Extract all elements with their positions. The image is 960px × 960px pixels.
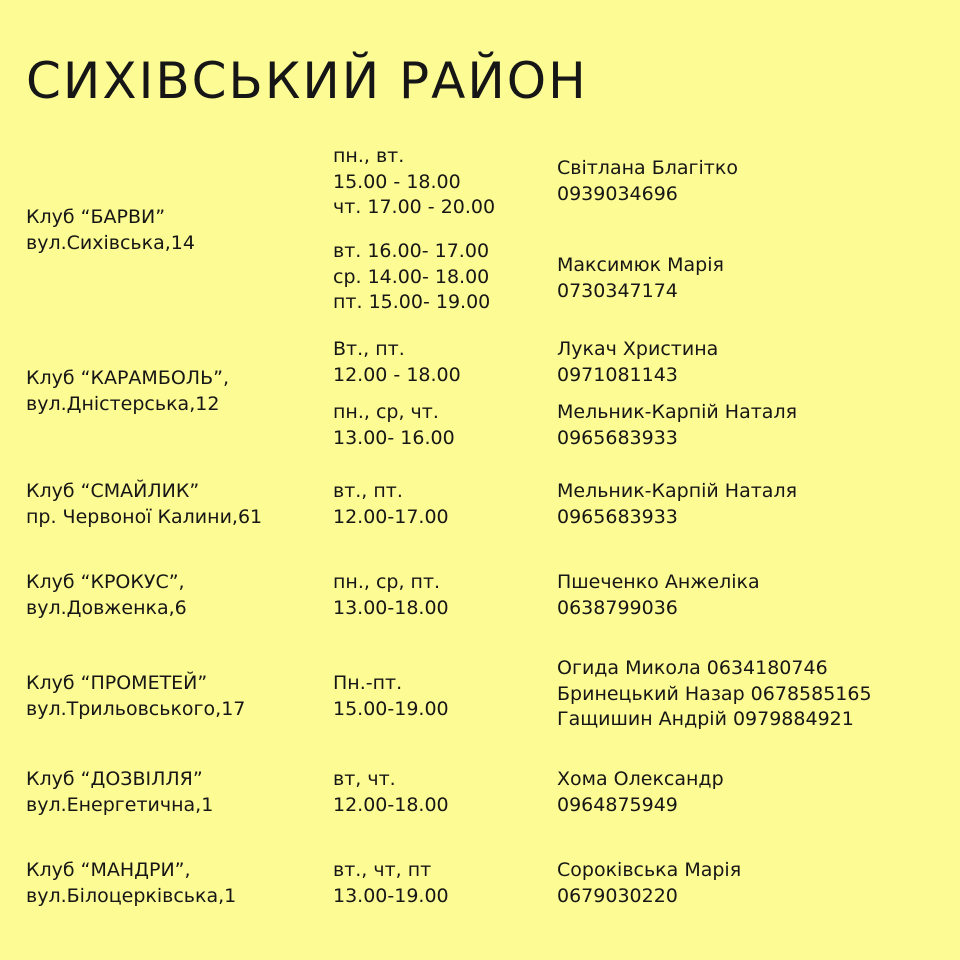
club-address: вул.Трильовського,17 bbox=[26, 697, 246, 720]
contact-line: Огида Микола 0634180746 bbox=[557, 657, 828, 679]
club-name: Клуб “СМАЙЛИК” bbox=[26, 480, 200, 502]
schedule bbox=[333, 239, 490, 316]
schedule-line: ср. 14.00- 18.00 bbox=[333, 265, 490, 288]
contact-phone: 0971081143 bbox=[557, 363, 678, 386]
schedule-line: 12.00 - 18.00 bbox=[333, 363, 461, 386]
schedule bbox=[333, 337, 461, 388]
contact-name: Сороківська Марія bbox=[557, 859, 742, 881]
club-name: Клуб “ДОЗВІЛЛЯ” bbox=[26, 768, 203, 790]
club-info bbox=[26, 767, 213, 818]
schedule bbox=[333, 570, 449, 621]
schedule-line: 13.00- 16.00 bbox=[333, 426, 455, 449]
schedule-line: вт., пт. bbox=[333, 480, 403, 502]
schedule bbox=[333, 144, 495, 221]
contact-name: Світлана Благітко bbox=[557, 157, 738, 179]
contact bbox=[557, 400, 797, 451]
contact-name: Мельник-Карпій Наталя bbox=[557, 480, 798, 502]
schedule-line: Вт., пт. bbox=[333, 338, 405, 360]
schedule-line: 15.00 - 18.00 bbox=[333, 170, 461, 193]
club-info bbox=[26, 479, 262, 530]
schedule bbox=[333, 858, 449, 909]
club-address: вул.Білоцерківська,1 bbox=[26, 884, 237, 907]
schedule-line: 12.00-17.00 bbox=[333, 505, 449, 528]
club-name: Клуб “КАРАМБОЛЬ”, bbox=[26, 367, 230, 389]
schedule-line: 13.00-18.00 bbox=[333, 596, 449, 619]
contact-phone: 0965683933 bbox=[557, 505, 678, 528]
contact-phone: 0964875949 bbox=[557, 793, 678, 816]
club-info bbox=[26, 366, 229, 417]
club-address: вул.Дністерська,12 bbox=[26, 392, 220, 415]
club-name: Клуб “ПРОМЕТЕЙ” bbox=[26, 672, 208, 694]
contact bbox=[557, 337, 718, 388]
contact-phone: 0679030220 bbox=[557, 884, 678, 907]
contact bbox=[557, 570, 760, 621]
contact-phone: 0638799036 bbox=[557, 596, 678, 619]
schedule-line: чт. 17.00 - 20.00 bbox=[333, 196, 496, 218]
contact bbox=[557, 479, 797, 530]
schedule-line: пн., вт. bbox=[333, 145, 405, 167]
schedule-line: 12.00-18.00 bbox=[333, 793, 449, 816]
club-address: вул.Довженка,6 bbox=[26, 596, 187, 619]
schedule-line: вт. 16.00- 17.00 bbox=[333, 240, 490, 262]
schedule bbox=[333, 479, 449, 530]
contact-name: Хома Олександр bbox=[557, 768, 724, 790]
schedule-line: пн., ср, чт. bbox=[333, 401, 439, 423]
club-address: пр. Червоної Калини,61 bbox=[26, 505, 263, 528]
club-name: Клуб “МАНДРИ”, bbox=[26, 859, 191, 881]
contact-name: Максимюк Марія bbox=[557, 254, 724, 276]
schedule-line: 15.00-19.00 bbox=[333, 697, 449, 720]
schedule-line: вт., чт, пт bbox=[333, 859, 432, 881]
contact bbox=[557, 858, 741, 909]
contact-phone: 0730347174 bbox=[557, 279, 678, 302]
schedule-line: Пн.-пт. bbox=[333, 672, 403, 694]
contact-phone: 0939034696 bbox=[557, 182, 678, 205]
club-address: вул.Енергетична,1 bbox=[26, 793, 214, 816]
contact-name: Пшеченко Анжеліка bbox=[557, 571, 760, 593]
contact bbox=[557, 767, 724, 818]
contact-line: Гащишин Андрій 0979884921 bbox=[557, 708, 854, 730]
club-info bbox=[26, 205, 195, 256]
contact-line: Бринецький Назар 0678585165 bbox=[557, 682, 872, 705]
page-title: СИХІВСЬКИЙ РАЙОН bbox=[26, 52, 588, 110]
contact bbox=[557, 253, 724, 304]
contact-phone: 0965683933 bbox=[557, 426, 678, 449]
schedule bbox=[333, 671, 449, 722]
schedule-line: пт. 15.00- 19.00 bbox=[333, 291, 491, 313]
club-address: вул.Сихівська,14 bbox=[26, 231, 195, 254]
club-info bbox=[26, 671, 245, 722]
club-name: Клуб “КРОКУС”, bbox=[26, 571, 185, 593]
schedule bbox=[333, 767, 449, 818]
schedule-line: пн., ср, пт. bbox=[333, 571, 441, 593]
contact bbox=[557, 656, 872, 733]
contact-name: Мельник-Карпій Наталя bbox=[557, 401, 798, 423]
club-info bbox=[26, 570, 187, 621]
schedule bbox=[333, 400, 455, 451]
contact-name: Лукач Христина bbox=[557, 338, 719, 360]
club-name: Клуб “БАРВИ” bbox=[26, 206, 166, 228]
club-info bbox=[26, 858, 236, 909]
contact bbox=[557, 156, 738, 207]
schedule-line: 13.00-19.00 bbox=[333, 884, 449, 907]
schedule-line: вт, чт. bbox=[333, 768, 396, 790]
